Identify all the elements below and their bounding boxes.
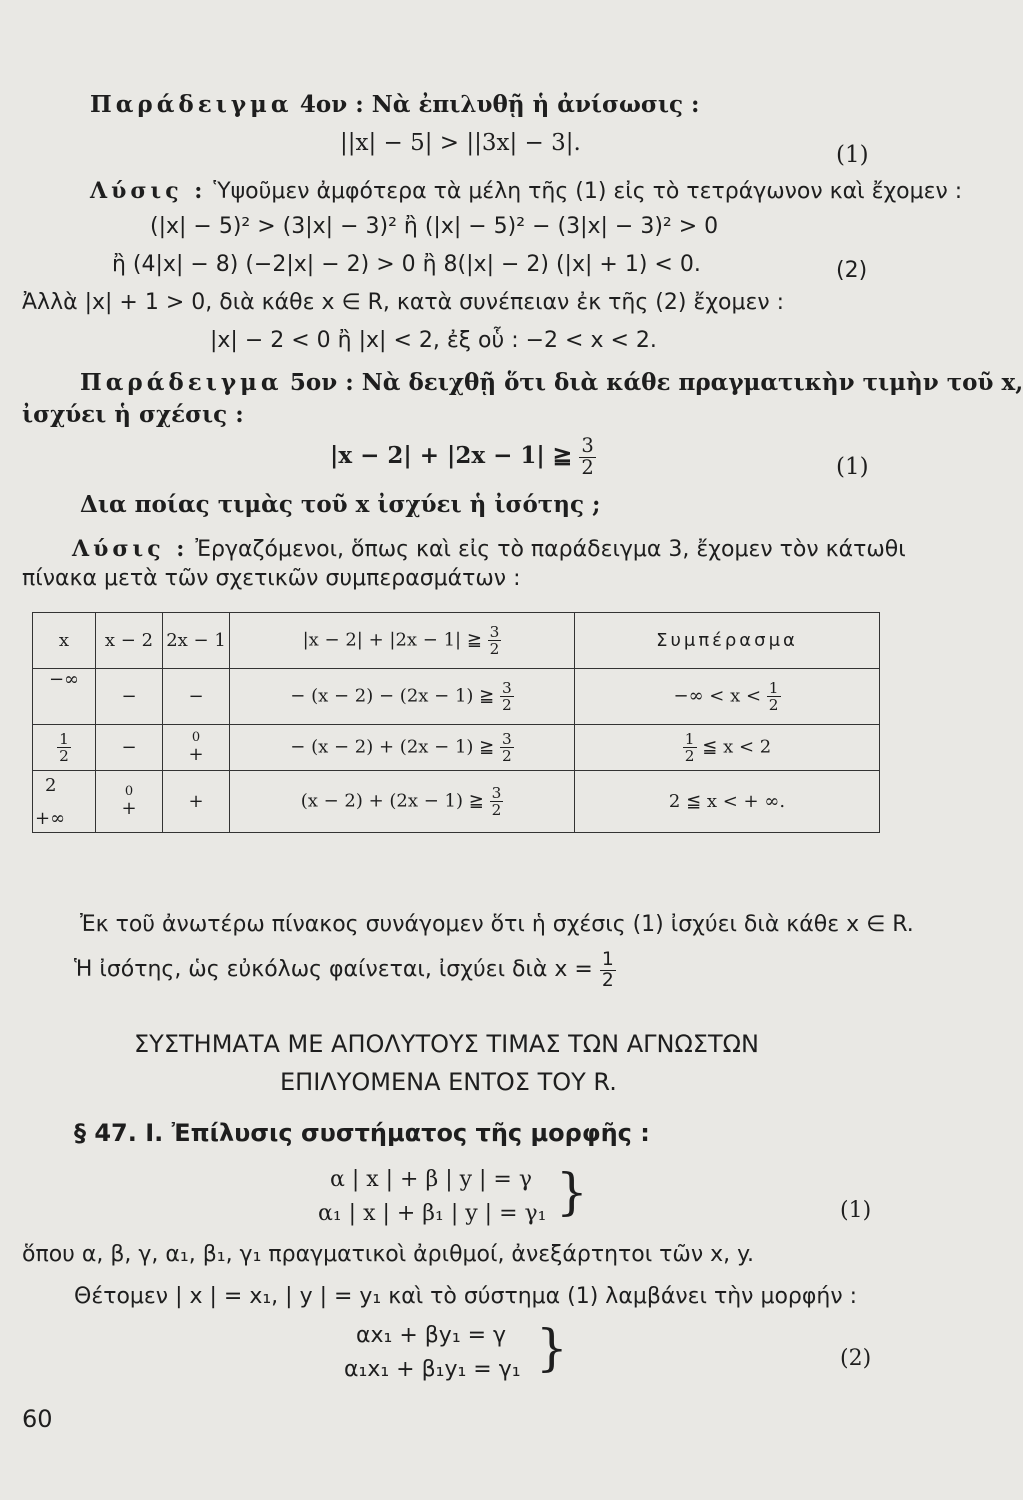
system1-eqno: (1) [840,1198,872,1223]
system1-line2: α₁ | x | + β₁ | y | = γ₁ [318,1201,547,1226]
paragraph-title: § 47. Ι. Ἐπίλυσις συστήματος τῆς μορφῆς : [74,1119,650,1147]
ex4-inequality: ||x| − 5| > ||3x| − 3|. [340,130,581,156]
ex5-inequality-line [330,436,596,478]
ex4-step1: (|x| − 5)² > (3|x| − 3)² ἢ (|x| − 5)² − (3|x| − 3)² > 0 [150,214,719,239]
x-boundary-minus-infinity [33,669,96,725]
x-boundary-one-half [33,725,96,771]
zero-a: 0 [124,783,134,799]
ex5-frac-numerator: 3 [581,434,594,457]
row1-sign-b: − [163,669,230,725]
x-boundary-two-and-plus-infinity [33,771,96,833]
system2-line1: αx₁ + βy₁ = γ [356,1323,507,1348]
ex5-title2: ἰσχύει ἡ σχέσις : [22,401,244,428]
x-minus-infinity: −∞ [48,669,80,690]
row3-fraction [490,785,504,818]
row1-expression-text: − (x − 2) − (2x − 1) ≧ [290,685,495,707]
ex5-solution-label: Λύσις : [72,536,189,562]
row1-conc-frac-numerator: 1 [768,678,779,697]
row2-expression-text: − (x − 2) + (2x − 1) ≧ [290,736,495,758]
row2-fraction [500,731,514,764]
row3-frac-denominator: 2 [491,801,502,819]
ex5-fraction [579,436,595,478]
ex4-title: 4ον : Νὰ ἐπιλυθῇ ἡ ἀνίσωσις : [299,91,700,118]
section-heading-2: ΕΠΙΛΥΟΜΕΝΑ ΕΝΤΟΣ ΤΟΥ R. [280,1068,617,1096]
system2-line2: α₁x₁ + β₁y₁ = γ₁ [344,1357,521,1382]
row2-conclusion-fraction [683,731,697,764]
row3-expression [230,771,575,833]
page-number: 60 [22,1405,53,1433]
row2-conclusion [575,725,880,771]
ex4-solution-label: Λύσις : [90,178,207,204]
table-row [33,771,880,833]
after-line1: Ἐκ τοῦ ἀνωτέρω πίνακος συνάγομεν ὅτι ἡ σχέσις (1) ἰσχύει διὰ κάθε x ∈ R. [80,912,914,937]
row3-sign-a [96,771,163,833]
ex4-solution-text: Ὑψοῦμεν ἀμφότερα τὰ μέλη τῆς (1) εἰς τὸ τετράγωνον καὶ ἔχομεν : [213,179,963,204]
header-fraction [488,624,502,657]
ex4-step2: ἢ (4|x| − 8) (−2|x| − 2) > 0 ἢ 8(|x| − 2) (|x| + 1) < 0. [112,252,701,277]
ex5-solution-text: Ἐργαζόμενοι, ὅπως καὶ εἰς τὸ παράδειγμα 3, ἔχομεν τὸν κάτωθι [195,537,906,562]
row2-conc-frac-numerator: 1 [684,729,695,748]
ex5-eqno: (1) [836,454,869,480]
ex4-step3: Ἀλλὰ |x| + 1 > 0, διὰ κάθε x ∈ R, κατὰ συνέπειαν ἐκ τῆς (2) ἔχομεν : [22,290,785,315]
header-x-minus-2: x − 2 [96,613,163,669]
row2-sign-b [163,725,230,771]
ex5-frac-denominator: 2 [581,455,594,479]
system2-eqno: (2) [840,1346,872,1371]
row1-expression [230,669,575,725]
row1-conclusion [575,669,880,725]
after-frac-numerator: 1 [601,949,614,970]
header-frac-denominator: 2 [489,640,500,658]
x-half-denominator: 2 [59,747,69,765]
ex5-label: Παράδειγμα [80,369,283,396]
row1-fraction [500,680,514,713]
header-conclusion: Συμπέρασμα [575,613,880,669]
ex5-inequality: |x − 2| + |2x − 1| ≧ [330,442,573,470]
header-expression-text: |x − 2| + |2x − 1| ≧ [302,629,482,651]
row1-conc-frac-denominator: 2 [768,696,779,714]
ex5-question: Δια ποίας τιμὰς τοῦ x ἰσχύει ἡ ἰσότης ; [80,491,601,518]
row2-frac-denominator: 2 [501,747,512,765]
sign-table [32,612,880,833]
after-fraction [600,950,616,990]
ex5-solution-text2: πίνακα μετὰ τῶν σχετικῶν συμπερασμάτων : [22,566,521,591]
row3-expression-text: (x − 2) + (2x − 1) ≧ [300,790,484,812]
row2-sign-a: − [96,725,163,771]
row2-sign-b-value: + [188,743,204,765]
row1-conclusion-fraction [767,680,781,713]
section-heading-1: ΣΥΣΤΗΜΑΤΑ ΜΕ ΑΠΟΛΥΤΟΥΣ ΤΙΜΑΣ ΤΩΝ ΑΓΝΩΣΤΩΝ [134,1030,759,1058]
header-x: x [33,613,96,669]
zero-b: 0 [191,729,201,745]
header-2x-minus-1: 2x − 1 [163,613,230,669]
row3-conclusion: 2 ≦ x < + ∞. [575,771,880,833]
header-frac-numerator: 3 [489,622,500,641]
after-line2-text: Ἡ ἰσότης, ὡς εὐκόλως φαίνεται, ἰσχύει διὰ x = [74,957,593,983]
after-frac-denominator: 2 [601,969,614,991]
x-plus-infinity: +∞ [35,807,66,829]
system2-brace: } [536,1319,568,1377]
ex4-step4: |x| − 2 < 0 ἢ |x| < 2, ἐξ οὗ : −2 < x < 2. [210,328,657,353]
table-header-row [33,613,880,669]
ex4-step2-eqno: (2) [836,258,868,283]
ex5-solution-line [72,534,906,565]
row3-sign-b: + [163,771,230,833]
substitution-line: Θέτομεν | x | = x₁, | y | = y₁ καὶ τὸ σύστημα (1) λαμβάνει τὴν μορφήν : [74,1284,858,1309]
system1-line1: α | x | + β | y | = γ [330,1167,533,1192]
row2-frac-numerator: 3 [501,729,512,748]
row1-conclusion-text: −∞ < x < [673,685,762,707]
table-row [33,669,880,725]
row1-sign-a: − [96,669,163,725]
row2-conclusion-text: ≦ x < 2 [702,736,772,758]
table-row [33,725,880,771]
ex4-solution-line [90,176,962,207]
ex4-eqno: (1) [836,142,869,168]
row1-frac-numerator: 3 [501,678,512,697]
row3-sign-a-value: + [121,797,137,819]
row2-conc-frac-denominator: 2 [684,747,695,765]
x-half-numerator: 1 [59,729,69,748]
row1-frac-denominator: 2 [501,696,512,714]
x-two: 2 [45,774,57,796]
ex5-title-line [80,368,1023,398]
ex4-label: Παράδειγμα [90,91,293,118]
row2-expression [230,725,575,771]
ex5-title: 5ον : Νὰ δειχθῇ ὅτι διὰ κάθε πραγματικὴν τιμὴν τοῦ x, [289,369,1023,396]
row3-frac-numerator: 3 [491,783,502,802]
x-one-half [57,731,71,764]
ex4-title-line [90,90,700,120]
system1-brace: } [556,1163,588,1221]
header-expression [230,613,575,669]
where-line: ὅπου α, β, γ, α₁, β₁, γ₁ πραγματικοὶ ἀριθμοί, ἀνεξάρτητοι τῶν x, y. [22,1242,755,1267]
after-line2 [74,950,616,990]
